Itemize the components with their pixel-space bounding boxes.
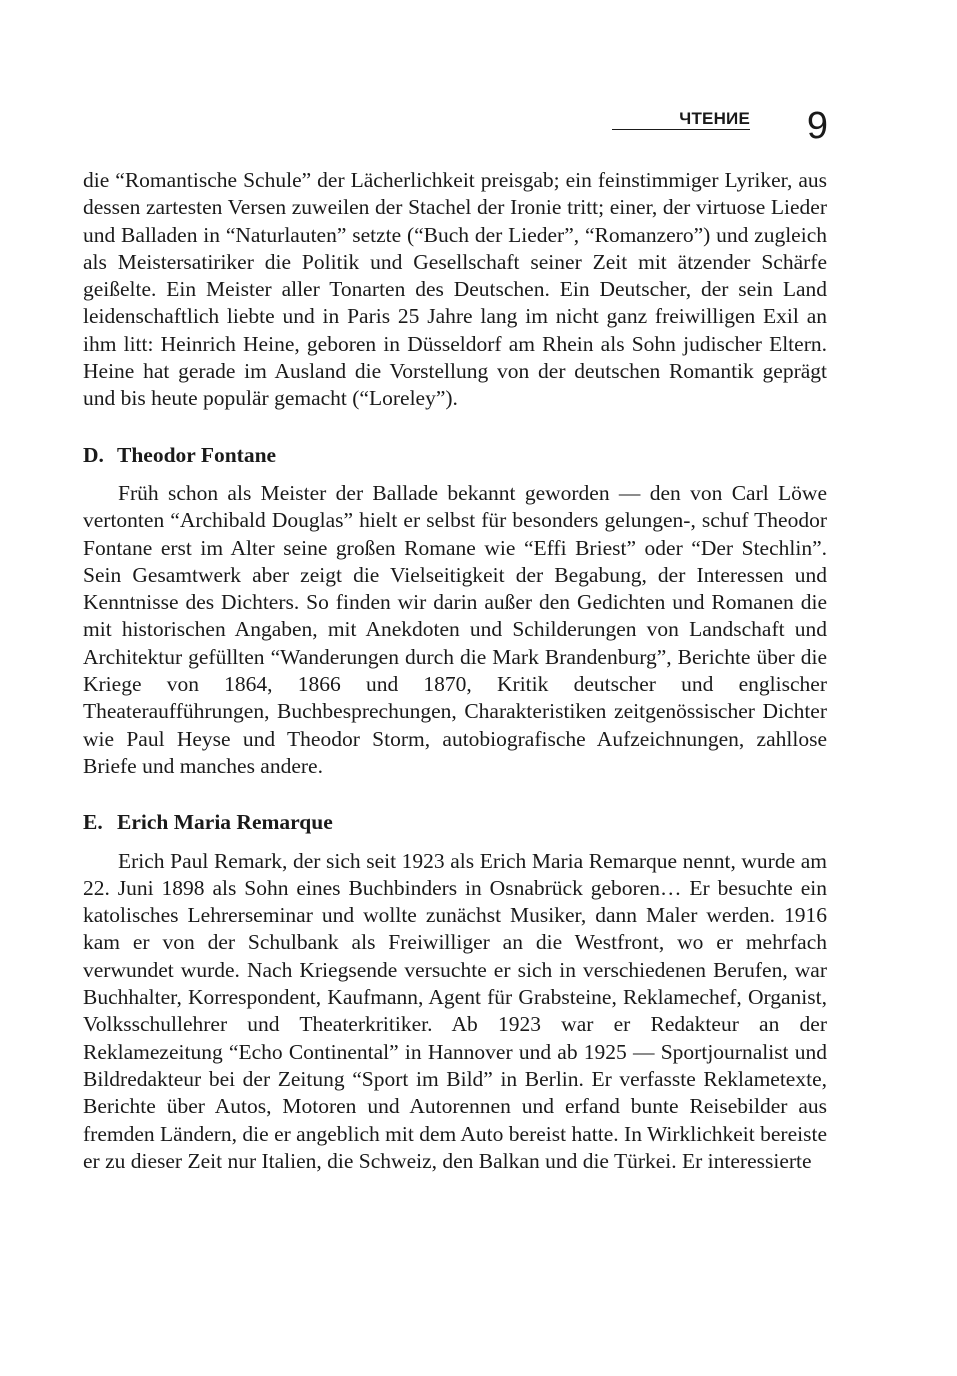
section-e-paragraph: Erich Paul Remark, der sich seit 1923 als Erich Maria Remarque nennt, wurde am 22. Juni 1898 als Sohn eines Buchbinders in Osnabrück geboren… Er besuchte ein katolisches Lehrerseminar und wollte zunächst Musiker, dann Maler werden. 1916 kam er von der Schulbank als Freiwilliger an die Westfront, wo er mehrfach verwundet wurde. Nach Kriegsende versuchte er sich in verschiedenen Berufen, war Buchhalter, Korrespondent, Kaufmann, Agent für Grabsteine, Reklamechef, Organist, Volksschullehrer und Theaterkritiker. Ab 1923 war er Redakteur an der Reklamezeitung “Echo Continental” in Hannover und ab 1925 — Sportjournalist und Bildredakteur bei der Zeitung “Sport im Bild” in Berlin. Er verfasste Reklametexte, Berichte über Autos, Motoren und Autorennen und erfand bunte Reisebilder aus fremden Ländern, die er angeblich mit dem Auto bereist hatte. In Wirklichkeit bereiste er zu dieser Zeit nur Italien, die Schweiz, den Balkan und die Türkei. Er interessierte xyxy=(83,848,827,1173)
section-d-heading xyxy=(83,442,827,469)
section-e-heading xyxy=(83,809,827,836)
page-number: 9 xyxy=(806,105,828,147)
continuation-paragraph: die “Romantische Schule” der Lächerlichkeit preisgab; ein feinstimmiger Lyriker, aus dessen zartesten Versen zuweilen der Stachel der Ironie tritt; einer, der virtuose Lieder und Balladen in “Naturlauten” setzte (“Buch der Lieder”, “Romanzero”) und zugleich als Meistersatiriker die Politik und Gesellschaft seiner Zeit mit ätzender Schärfe geißelte. Ein Meister aller Tonarten des Deutschen. Ein Deutscher, der sein Land leidenschaftlich liebte und in Paris 25 Jahre lang im nicht ganz freiwilligen Exil an ihm litt: Heinrich Heine, geboren in Düsseldorf am Rhein als Sohn judischer Eltern. Heine hat gerade im Ausland die Vorstellung von der deutschen Romantik geprägt und bis heute populär gemacht (“Loreley”). xyxy=(83,168,827,411)
section-title: ЧТЕНИЕ xyxy=(679,109,750,128)
section-e-title: Erich Maria Remarque xyxy=(117,810,333,835)
page-body xyxy=(83,167,827,1175)
section-e-letter: E. xyxy=(83,810,103,835)
section-d-title: Theodor Fontane xyxy=(117,442,277,467)
section-d-letter: D. xyxy=(83,442,104,467)
section-d-paragraph: Früh schon als Meister der Ballade bekannt geworden — den von Carl Löwe vertonten “Archibald Douglas” hielt er selbst für besonders gelungen-, schuf Theodor Fontane erst im Alter seine großen Romane wie “Effi Briest” oder “Der Stechlin”. Sein Gesamtwerk aber zeigt die Vielseitigkeit der Begabung, der Interessen und Kenntnisse des Dichters. So finden wir darin außer den Gedichten und Romanen die mit historischen Angaben, mit Anekdoten und Schilderungen von Landschaft und Architektur gefüllten “Wanderungen durch die Mark Brandenburg”, Berichte über die Kriege von 1864, 1866 und 1870, Kritik deutscher und englischer Theateraufführungen, Buchbesprechungen, Charakteristiken zeitgenössischer Dichter wie Paul Heyse und Theodor Storm, autobiografische Aufzeichnungen, zahllose Briefe und manches andere. xyxy=(83,480,827,778)
running-head xyxy=(612,104,828,148)
header-rule xyxy=(612,129,750,130)
